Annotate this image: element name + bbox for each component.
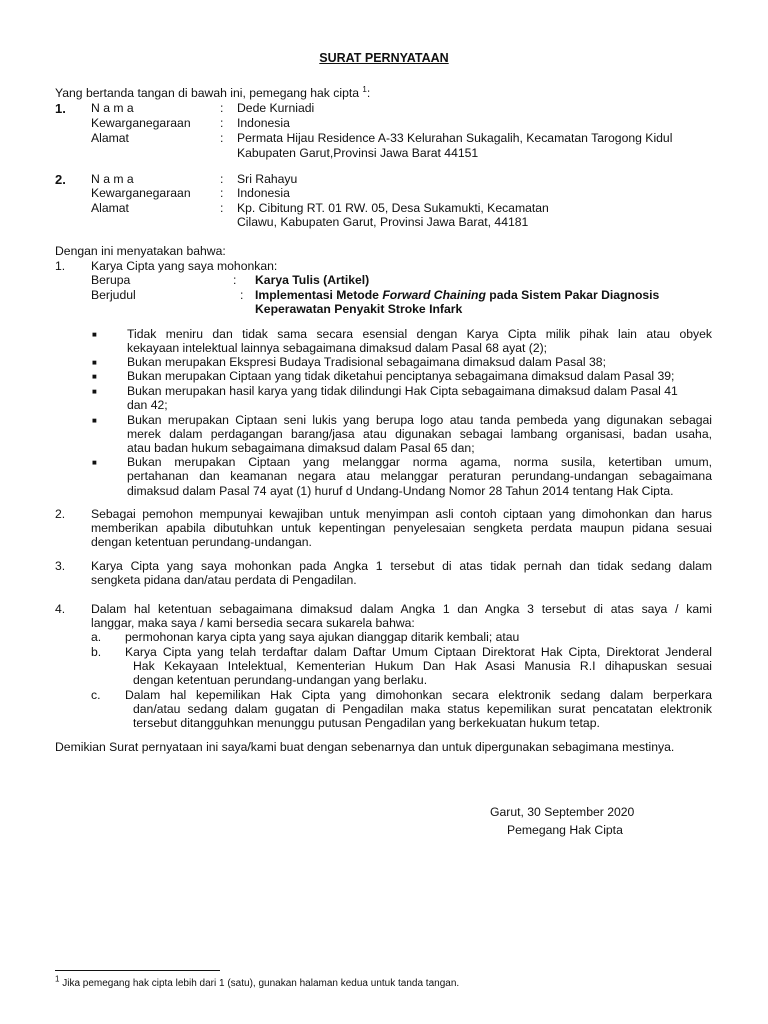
bullet-4-line2: dan 42;	[127, 398, 168, 412]
colon: :	[220, 201, 224, 215]
colon: :	[220, 172, 224, 186]
bullet-marker: ■	[92, 330, 97, 339]
bullet-2-line1: Bukan merupakan Ekspresi Budaya Tradisional sebagaimana dimaksud dalam Pasal 38;	[127, 355, 606, 369]
person-1-nama: Dede Kurniadi	[237, 101, 315, 115]
bullet-6-line1: Bukan merupakan Ciptaan yang melanggar norma agama, norma susila, ketertiban umum,	[127, 455, 712, 469]
item-2-line3: dengan ketentuan perundang-undangan.	[91, 535, 312, 549]
bullet-marker: ■	[92, 416, 97, 425]
label-berjudul: Berjudul	[91, 288, 136, 302]
sub-c-line1: Dalam hal kepemilikan Hak Cipta yang dimohonkan secara elektronik sedang dalam berperkara	[125, 688, 712, 702]
sub-b-letter: b.	[91, 645, 102, 659]
item-4-line2: langgar, maka saya / kami bersedia secara sukarela bahwa:	[91, 616, 415, 630]
person-1-number: 1.	[55, 101, 66, 116]
person-2-nama: Sri Rahayu	[237, 172, 298, 186]
document-title: SURAT PERNYATAAN	[319, 51, 449, 65]
person-1-kewarganegaraan: Indonesia	[237, 116, 290, 130]
bullet-1-line1: Tidak meniru dan tidak sama secara esensial dengan Karya Cipta milik pihak lain atau obyek	[127, 327, 712, 341]
footnote-separator	[55, 970, 220, 971]
item-2-line1: Sebagai pemohon mempunyai kewajiban untuk menyimpan asli contoh ciptaan yang dimohonkan dan harus	[91, 507, 712, 521]
bullet-4-line1: Bukan merupakan hasil karya yang tidak dilindungi Hak Cipta sebagaimana dimaksud dalam Pasal 41	[127, 384, 678, 398]
person-1-alamat-line2: Kabupaten Garut,Provinsi Jawa Barat 44151	[237, 146, 479, 160]
colon: :	[220, 101, 224, 115]
bullet-6-line3: dimaksud dalam Pasal 74 ayat (1) huruf d Undang-Undang Nomor 28 Tahun 2014 tentang Hak Cipta.	[127, 484, 674, 498]
item-2-number: 2.	[55, 507, 66, 521]
bullet-marker: ■	[92, 458, 97, 467]
label-kewarganegaraan-1: Kewarganegaraan	[91, 116, 191, 130]
item-1-text: Karya Cipta yang saya mohonkan:	[91, 259, 278, 273]
person-1-alamat-line1: Permata Hijau Residence A-33 Kelurahan Sukagalih, Kecamatan Tarogong Kidul	[237, 131, 673, 145]
colon: :	[220, 131, 224, 145]
judul-line2: Keperawatan Penyakit Stroke Infark	[255, 302, 463, 316]
bullet-6-line2: pertahanan dan keamanan negara atau melanggar peraturan perundang-undangan sebagaimana	[127, 469, 712, 483]
label-kewarganegaraan-2: Kewarganegaraan	[91, 186, 191, 200]
bullet-3-line1: Bukan merupakan Ciptaan yang tidak diketahui penciptanya sebagaimana dimaksud dalam Pasal 39;	[127, 369, 675, 383]
bullet-5-line2: merek dalam perdagangan barang/jasa atau digunakan sebagai lambang organisasi, badan usaha,	[127, 427, 712, 441]
sub-a-letter: a.	[91, 630, 102, 644]
person-2-number: 2.	[55, 172, 66, 187]
sub-a-line1: permohonan karya cipta yang saya ajukan dianggap ditarik kembali; atau	[125, 630, 520, 644]
item-4-line1: Dalam hal ketentuan sebagaimana dimaksud dalam Angka 1 dan Angka 3 tersebut di atas saya / kami	[91, 602, 712, 616]
bullet-1-line2: kekayaan intelektual lainnya sebagaimana dimaksud dalam Pasal 68 ayat (2);	[127, 341, 548, 355]
signer-role: Pemegang Hak Cipta	[507, 823, 623, 837]
item-3-number: 3.	[55, 559, 66, 573]
bullet-marker: ■	[92, 358, 97, 367]
person-2-alamat-line1: Kp. Cibitung RT. 01 RW. 05, Desa Sukamukti, Kecamatan	[237, 201, 549, 215]
item-3-line1: Karya Cipta yang saya mohonkan pada Angka 1 tersebut di atas tidak pernah dan tidak sedang dalam	[91, 559, 712, 573]
judul-line1: Implementasi Metode Forward Chaining pada Sistem Pakar Diagnosis	[255, 288, 660, 302]
sub-c-line3: tersebut ditangguhkan menunggu putusan Pengadilan yang berkekuatan hukum tetap.	[133, 716, 600, 730]
colon: :	[220, 186, 224, 200]
bullet-marker: ■	[92, 387, 97, 396]
label-nama-1: N a m a	[91, 101, 134, 115]
sub-c-letter: c.	[91, 688, 101, 702]
label-berupa: Berupa	[91, 273, 131, 287]
item-1-number: 1.	[55, 259, 66, 273]
colon: :	[240, 288, 244, 302]
item-2-line2: memberikan apabila dibutuhkan untuk kepentingan penyelesaian sengketa perdata maupun pidana sesuai	[91, 521, 712, 535]
bullet-5-line3: atau badan hukum sebagaimana dimaksud dalam Pasal 65 dan;	[127, 441, 475, 455]
sub-b-line1: Karya Cipta yang telah terdaftar dalam Daftar Umum Ciptaan Direktorat Hak Cipta, Direktorat Jenderal	[125, 645, 712, 659]
bullet-5-line1: Bukan merupakan Ciptaan seni lukis yang berupa logo atau tanda pembeda yang digunakan sebagai	[127, 413, 712, 427]
item-4-number: 4.	[55, 602, 66, 616]
intro-text: Yang bertanda tangan di bawah ini, pemegang hak cipta $^1$:	[55, 84, 371, 100]
label-nama-2: N a m a	[91, 172, 134, 186]
statement-intro: Dengan ini menyatakan bahwa:	[55, 244, 226, 258]
colon: :	[233, 273, 237, 287]
bullet-marker: ■	[92, 372, 97, 381]
sub-c-line2: dan/atau sedang dalam gugatan di Pengadilan maka status kepemilikan surat pencatatan elektronik	[133, 702, 712, 716]
sub-b-line3: dengan ketentuan perundang-undangan yang berlaku.	[133, 673, 428, 687]
person-2-kewarganegaraan: Indonesia	[237, 186, 290, 200]
place-date: Garut, 30 September 2020	[490, 805, 635, 819]
berupa-value: Karya Tulis (Artikel)	[255, 273, 370, 287]
closing-text: Demikian Surat pernyataan ini saya/kami buat dengan sebenarnya dan untuk dipergunakan sebagimana mestinya.	[55, 740, 675, 754]
footnote: $^1$ Jika pemegang hak cipta lebih dari 1 (satu), gunakan halaman kedua untuk tanda tangan.	[55, 974, 460, 989]
item-3-line2: sengketa pidana dan/atau perdata di Pengadilan.	[91, 573, 357, 587]
sub-b-line2: Hak Kekayaan Intelektual, Kementerian Hukum Dan Hak Asasi Manusia R.I dihapuskan sesuai	[133, 659, 712, 673]
label-alamat-1: Alamat	[91, 131, 129, 145]
label-alamat-2: Alamat	[91, 201, 129, 215]
person-2-alamat-line2: Cilawu, Kabupaten Garut, Provinsi Jawa Barat, 44181	[237, 215, 529, 229]
footnote-ref: 1	[362, 84, 367, 94]
colon: :	[220, 116, 224, 130]
